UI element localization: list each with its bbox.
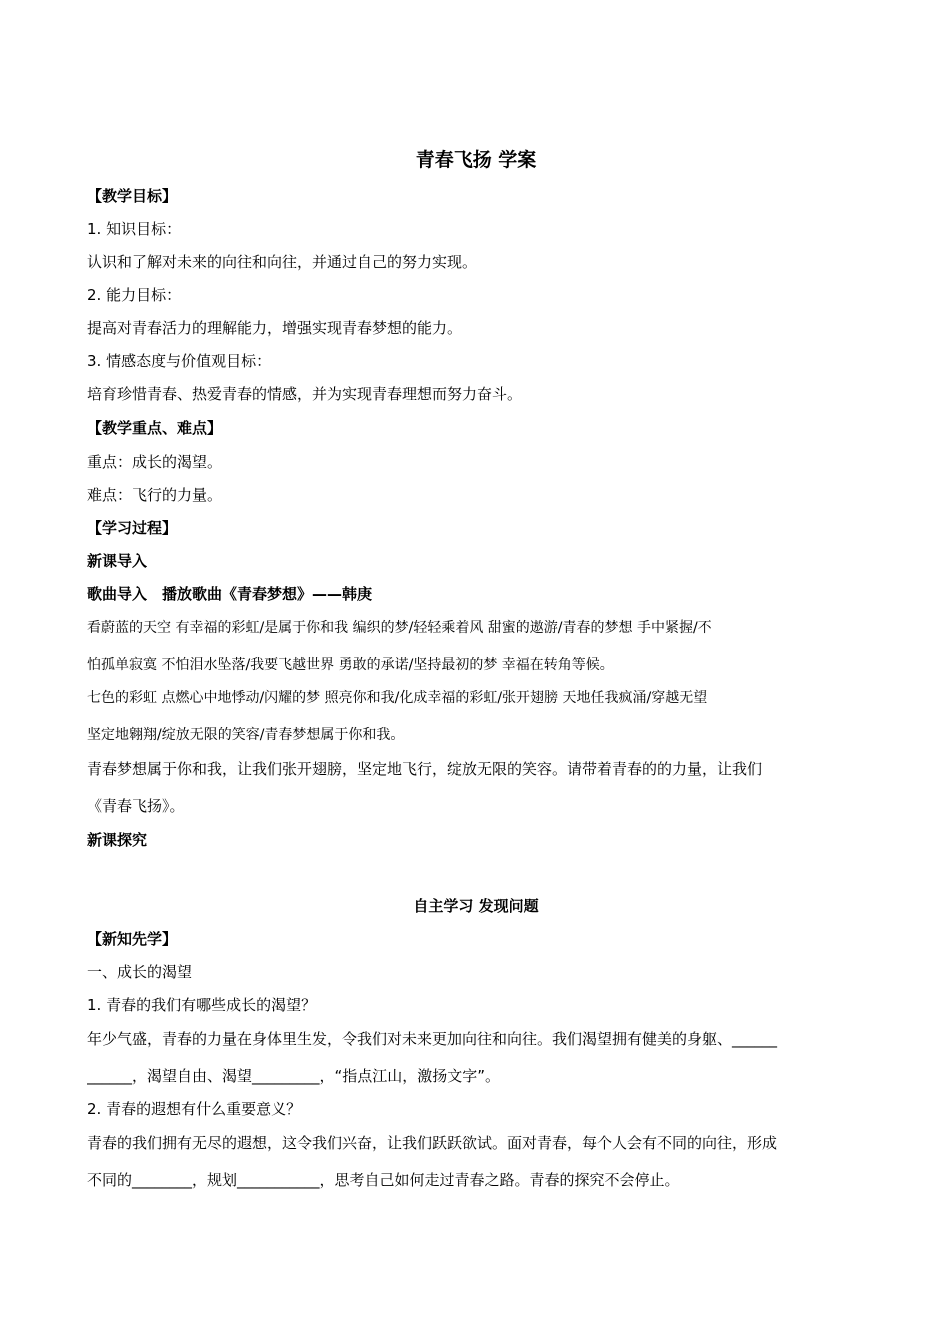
lyrics-paragraph-1-line-2: 怕孤单寂寞 不怕泪水坠落/我要飞越世界 勇敢的承诺/坚持最初的梦 幸福在转角等候。 — [87, 657, 614, 673]
section-teaching-goals: 【教学目标】 — [87, 187, 178, 205]
goal-1-label: 1. 知识目标： — [87, 220, 182, 238]
goal-3-label: 3. 情感态度与价值观目标： — [87, 352, 272, 370]
explore-heading: 新课探究 — [87, 831, 148, 849]
document-page — [87, 0, 865, 1344]
answer-2-line-2: 不同的________，规划___________，思考自己如何走过青春之路。青春的探究不会停止。 — [87, 1171, 680, 1189]
lyrics-paragraph-1-line-1: 看蔚蓝的天空 有幸福的彩虹/是属于你和我 编织的梦/轻轻乘着风 甜蜜的遨游/青春的梦想 手中紧握/不 — [87, 620, 712, 636]
self-study-heading: 自主学习 发现问题 — [413, 897, 539, 915]
answer-1-line-1: 年少气盛，青春的力量在身体里生发，令我们对未来更加向往和向往。我们渴望拥有健美的身躯、______ — [87, 1030, 778, 1048]
part-1-heading: 一、成长的渴望 — [87, 963, 193, 981]
section-preview: 【新知先学】 — [87, 930, 178, 948]
goal-2-label: 2. 能力目标： — [87, 286, 182, 304]
intro-heading: 新课导入 — [87, 552, 148, 570]
question-1: 1. 青春的我们有哪些成长的渴望？ — [87, 996, 317, 1014]
section-key-points: 【教学重点、难点】 — [87, 419, 223, 437]
key-point: 重点：成长的渴望。 — [87, 453, 223, 471]
lyrics-paragraph-2-line-2: 坚定地翱翔/绽放无限的笑容/青春梦想属于你和我。 — [87, 727, 405, 743]
hard-point: 难点：飞行的力量。 — [87, 486, 223, 504]
question-2: 2. 青春的遐想有什么重要意义？ — [87, 1100, 302, 1118]
answer-2-line-1: 青春的我们拥有无尽的遐想，这令我们兴奋，让我们跃跃欲试。面对青春，每个人会有不同的向往，形成 — [87, 1134, 778, 1152]
page-title: 青春飞扬 学案 — [415, 149, 537, 171]
summary-line-2: 《青春飞扬》。 — [87, 797, 185, 815]
answer-1-line-2: ______，渴望自由、渴望_________，“指点江山，激扬文字”。 — [87, 1067, 501, 1085]
song-heading: 歌曲导入 播放歌曲《青春梦想》——韩庚 — [87, 585, 373, 603]
goal-2-text: 提高对青春活力的理解能力，增强实现青春梦想的能力。 — [87, 319, 463, 337]
goal-1-text: 认识和了解对未来的向往和向往，并通过自己的努力实现。 — [87, 253, 478, 271]
section-learning-process: 【学习过程】 — [87, 519, 178, 537]
lyrics-paragraph-2-line-1: 七色的彩虹 点燃心中地悸动/闪耀的梦 照亮你和我/化成幸福的彩虹/张开翅膀 天地任我疯涌/穿越无望 — [87, 690, 708, 706]
summary-line-1: 青春梦想属于你和我，让我们张开翅膀，坚定地飞行，绽放无限的笑容。请带着青春的的力量，让我们 — [87, 760, 763, 778]
goal-3-text: 培育珍惜青春、热爱青春的情感，并为实现青春理想而努力奋斗。 — [87, 385, 523, 403]
